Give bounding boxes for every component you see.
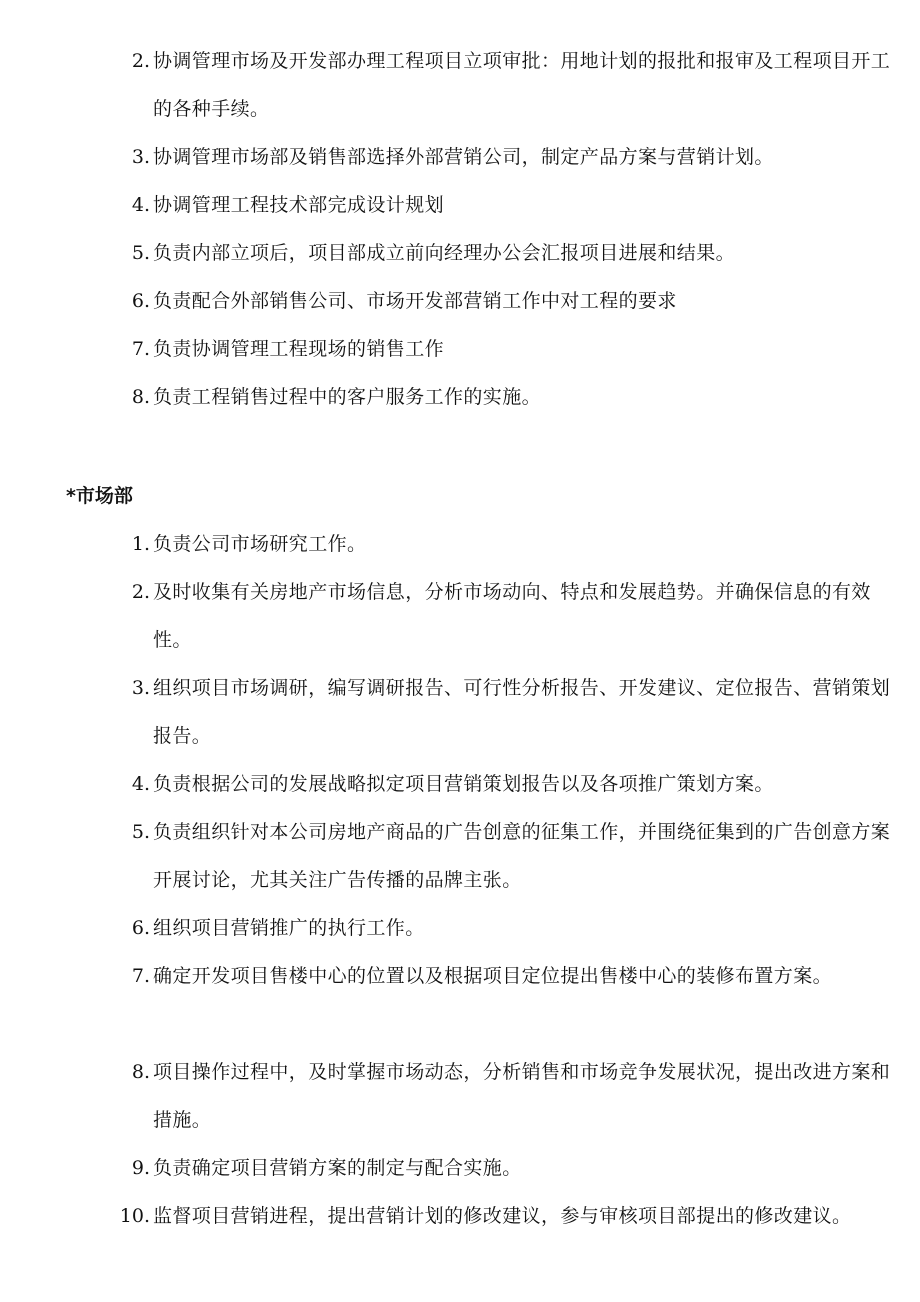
list-item bbox=[0, 325, 920, 373]
item-number: 6. bbox=[131, 917, 150, 939]
item-text: 负责公司市场研究工作。 bbox=[153, 533, 367, 555]
list-item bbox=[0, 181, 920, 229]
item-text: 协调管理工程技术部完成设计规划 bbox=[153, 194, 445, 216]
list-item bbox=[0, 568, 920, 664]
list-item bbox=[0, 760, 920, 808]
item-text: 负责组织针对本公司房地产商品的广告创意的征集工作，并围绕征集到的广告创意方案开展讨论，尤其关注广告传播的品牌主张。 bbox=[153, 821, 891, 891]
item-number: 1. bbox=[131, 533, 150, 555]
list-item bbox=[0, 133, 920, 181]
item-number: 9. bbox=[131, 1157, 150, 1179]
item-number: 2. bbox=[131, 581, 150, 603]
list-item bbox=[0, 1144, 920, 1192]
item-text: 负责内部立项后，项目部成立前向经理办公会汇报项目进展和结果。 bbox=[153, 242, 736, 264]
item-number: 3. bbox=[131, 677, 150, 699]
section-heading-market: *市场部 bbox=[66, 485, 133, 507]
item-text: 组织项目营销推广的执行工作。 bbox=[153, 917, 425, 939]
list-item bbox=[0, 277, 920, 325]
item-number: 7. bbox=[131, 338, 150, 360]
item-text: 监督项目营销进程，提出营销计划的修改建议，参与审核项目部提出的修改建议。 bbox=[153, 1205, 852, 1227]
item-number: 4. bbox=[131, 773, 150, 795]
item-number: 6. bbox=[131, 290, 150, 312]
item-number: 8. bbox=[131, 1061, 150, 1083]
item-text: 负责配合外部销售公司、市场开发部营销工作中对工程的要求 bbox=[153, 290, 677, 312]
item-number: 5. bbox=[131, 242, 150, 264]
item-number: 2. bbox=[131, 50, 150, 72]
market-section-list bbox=[0, 520, 920, 1240]
blank-line bbox=[0, 1000, 920, 1048]
item-text: 项目操作过程中，及时掌握市场动态，分析销售和市场竞争发展状况，提出改进方案和措施。 bbox=[153, 1061, 891, 1131]
item-text: 负责工程销售过程中的客户服务工作的实施。 bbox=[153, 386, 542, 408]
list-item bbox=[0, 664, 920, 760]
item-text: 协调管理市场及开发部办理工程项目立项审批：用地计划的报批和报审及工程项目开工的各种手续。 bbox=[153, 50, 891, 120]
item-number: 7. bbox=[131, 965, 150, 987]
list-item bbox=[0, 37, 920, 133]
list-item bbox=[0, 373, 920, 421]
item-number: 5. bbox=[131, 821, 150, 843]
item-number: 4. bbox=[131, 194, 150, 216]
list-item bbox=[0, 952, 920, 1000]
item-text: 组织项目市场调研，编写调研报告、可行性分析报告、开发建议、定位报告、营销策划报告。 bbox=[153, 677, 891, 747]
list-item bbox=[0, 904, 920, 952]
item-number: 3. bbox=[131, 146, 150, 168]
item-number: 8. bbox=[131, 386, 150, 408]
prev-section-list bbox=[0, 37, 920, 421]
list-item bbox=[0, 1192, 920, 1240]
item-text: 确定开发项目售楼中心的位置以及根据项目定位提出售楼中心的装修布置方案。 bbox=[153, 965, 833, 987]
item-text: 负责确定项目营销方案的制定与配合实施。 bbox=[153, 1157, 522, 1179]
item-text: 负责协调管理工程现场的销售工作 bbox=[153, 338, 445, 360]
list-item bbox=[0, 520, 920, 568]
list-item bbox=[0, 1048, 920, 1144]
list-item bbox=[0, 229, 920, 277]
item-text: 负责根据公司的发展战略拟定项目营销策划报告以及各项推广策划方案。 bbox=[153, 773, 774, 795]
list-item bbox=[0, 808, 920, 904]
item-text: 及时收集有关房地产市场信息，分析市场动向、特点和发展趋势。并确保信息的有效性。 bbox=[153, 581, 871, 651]
item-text: 协调管理市场部及销售部选择外部营销公司，制定产品方案与营销计划。 bbox=[153, 146, 774, 168]
item-number: 10. bbox=[119, 1205, 150, 1227]
